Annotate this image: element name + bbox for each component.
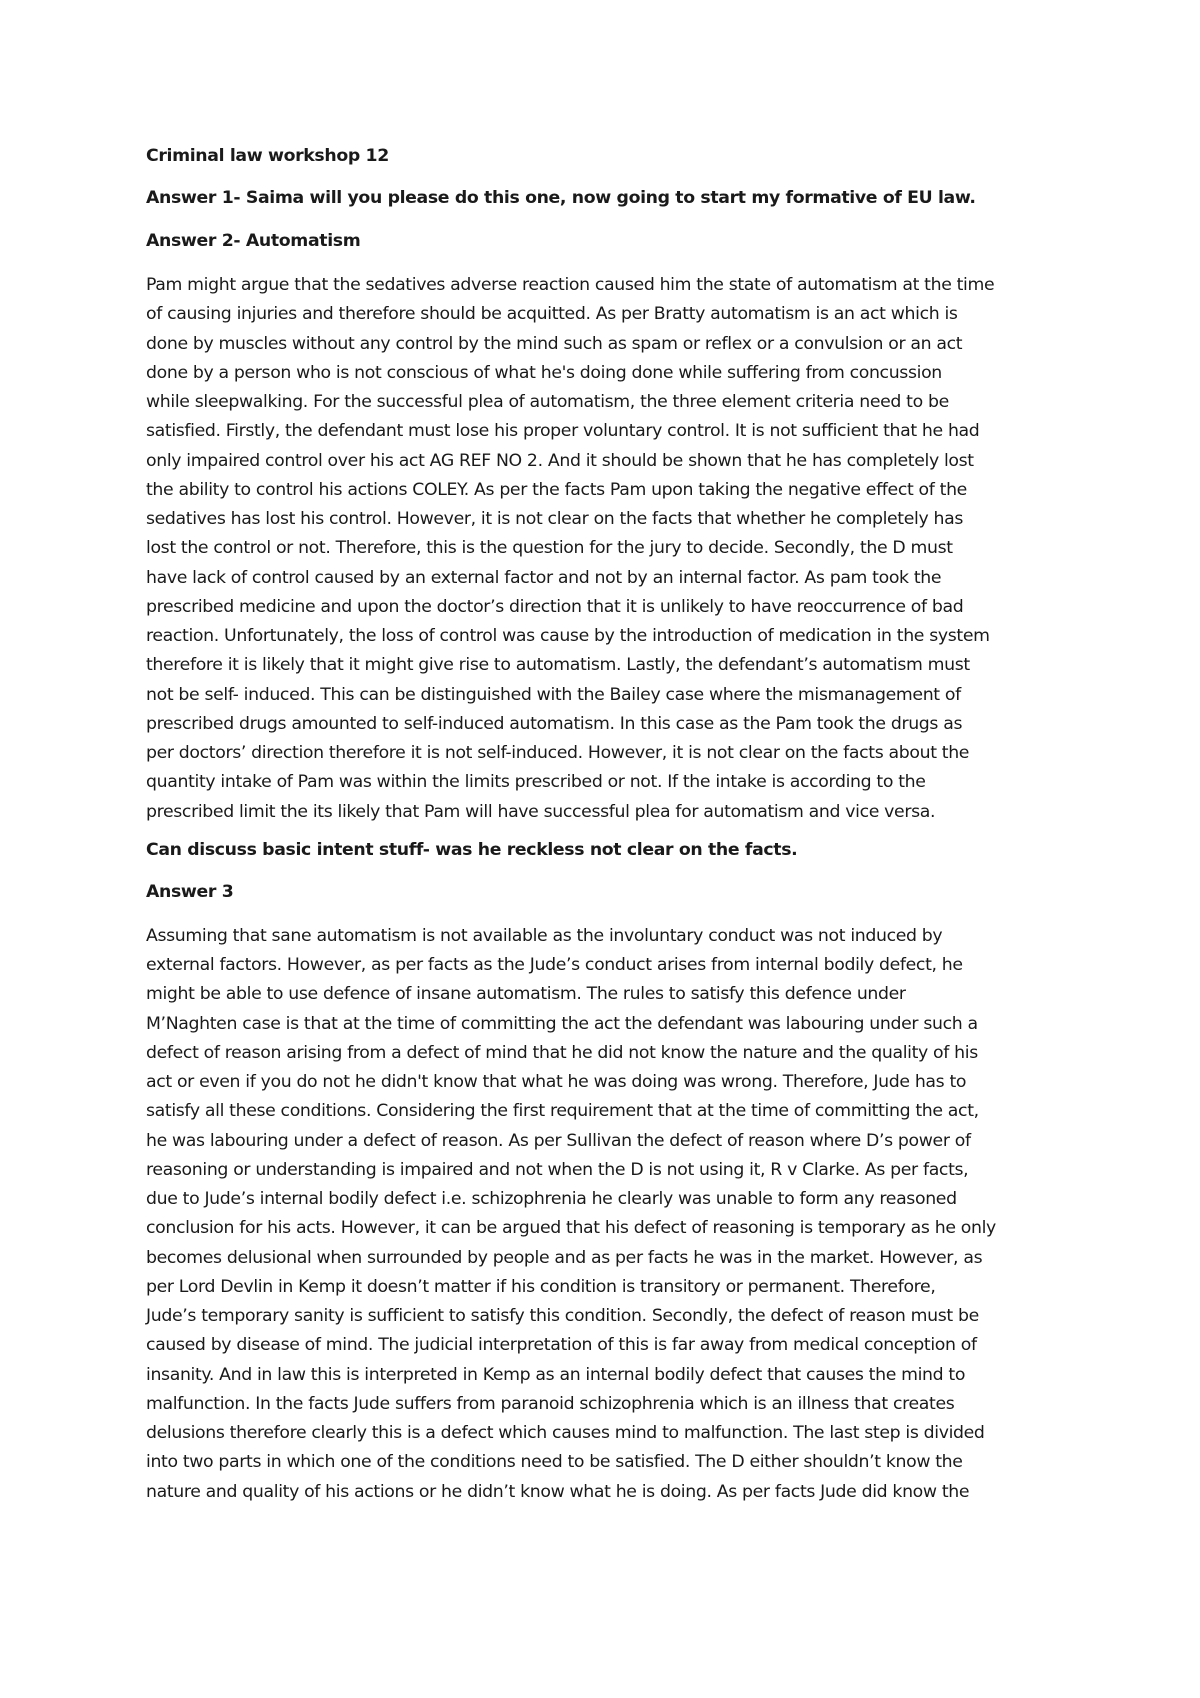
answer-3-heading: Answer 3 (146, 881, 234, 902)
answer-2-paragraph (146, 271, 1074, 827)
document-body (146, 142, 1074, 1507)
answer-3-line: malfunction. In the facts Jude suffers from paranoid schizophrenia which is an illness that creates (146, 1393, 955, 1414)
answer-3-line: defect of reason arising from a defect of mind that he did not know the nature and the quality of his (146, 1042, 978, 1063)
answer-3-line: becomes delusional when surrounded by people and as per facts he was in the market. However, as (146, 1247, 983, 1268)
answer-3-line: nature and quality of his actions or he didn’t know what he is doing. As per facts Jude did know the (146, 1481, 970, 1502)
answer-3-line: per Lord Devlin in Kemp it doesn’t matter if his condition is transitory or permanent. Therefore, (146, 1276, 936, 1297)
document-title: Criminal law workshop 12 (146, 146, 389, 166)
answer-3-line: delusions therefore clearly this is a defect which causes mind to malfunction. The last step is divided (146, 1423, 985, 1443)
answer-2-line: quantity intake of Pam was within the limits prescribed or not. If the intake is according to the (146, 772, 926, 793)
answer-2-line: the ability to control his actions COLEY. As per the facts Pam upon taking the negative effect of the (146, 479, 967, 500)
answer-2-line: of causing injuries and therefore should be acquitted. As per Bratty automatism is an act which is (146, 304, 958, 325)
answer-3-line: into two parts in which one of the conditions need to be satisfied. The D either shouldn’t know the (146, 1452, 963, 1473)
answer-2-line: only impaired control over his act AG REF NO 2. And it should be shown that he has completely lost (146, 450, 974, 471)
answer-2-line: have lack of control caused by an external factor and not by an internal factor. As pam took the (146, 567, 942, 588)
answer-3-paragraph (146, 922, 1074, 1507)
answer-1-text: Answer 1- Saima will you please do this one, now going to start my formative of EU law. (146, 188, 976, 208)
answer-2-line: while sleepwalking. For the successful plea of automatism, the three element criteria need to be (146, 392, 949, 412)
answer-3-line: act or even if you do not he didn't know that what he was doing was wrong. Therefore, Jude has to (146, 1072, 967, 1092)
answer-3-line: might be able to use defence of insane automatism. The rules to satisfy this defence under (146, 984, 906, 1005)
answer-2-line: sedatives has lost his control. However, it is not clear on the facts that whether he completely has (146, 509, 963, 529)
answer-2-line: not be self- induced. This can be distinguished with the Bailey case where the mismanagement of (146, 684, 961, 705)
discussion-note: Can discuss basic intent stuff- was he reckless not clear on the facts. (146, 839, 798, 860)
answer-2-heading: Answer 2- Automatism (146, 231, 361, 251)
answer-2-line: prescribed medicine and upon the doctor’s direction that it is unlikely to have reoccurrence of bad (146, 596, 964, 617)
answer-3-line: due to Jude’s internal bodily defect i.e. schizophrenia he clearly was unable to form any reasoned (146, 1189, 957, 1209)
answer-2-line: done by a person who is not conscious of what he's doing done while suffering from concussion (146, 362, 942, 383)
answer-2-line: satisfied. Firstly, the defendant must lose his proper voluntary control. It is not sufficient that he had (146, 421, 980, 442)
answer-3-line: satisfy all these conditions. Considering the first requirement that at the time of committing the act, (146, 1101, 979, 1122)
answer-3-line: M’Naghten case is that at the time of committing the act the defendant was labouring under such a (146, 1013, 978, 1034)
answer-2-line: Pam might argue that the sedatives adverse reaction caused him the state of automatism at the time (146, 275, 995, 295)
answer-3-line: Assuming that sane automatism is not available as the involuntary conduct was not induced by (146, 925, 943, 946)
answer-2-line: prescribed limit the its likely that Pam will have successful plea for automatism and vice versa. (146, 801, 936, 822)
answer-2-line: therefore it is likely that it might give rise to automatism. Lastly, the defendant’s automatism must (146, 655, 970, 676)
answer-3-line: insanity. And in law this is interpreted in Kemp as an internal bodily defect that causes the mind to (146, 1364, 966, 1385)
answer-3-line: he was labouring under a defect of reason. As per Sullivan the defect of reason where D’s power of (146, 1130, 971, 1151)
answer-2-line: reaction. Unfortunately, the loss of control was cause by the introduction of medication in the system (146, 626, 990, 646)
answer-2-line: per doctors’ direction therefore it is not self-induced. However, it is not clear on the facts about the (146, 743, 970, 763)
answer-3-line: reasoning or understanding is impaired and not when the D is not using it, R v Clarke. As per facts, (146, 1159, 969, 1180)
answer-3-line: external factors. However, as per facts as the Jude’s conduct arises from internal bodily defect, he (146, 955, 963, 975)
answer-3-line: Jude’s temporary sanity is sufficient to satisfy this condition. Secondly, the defect of reason must be (146, 1306, 979, 1326)
answer-3-line: conclusion for his acts. However, it can be argued that his defect of reasoning is temporary as he only (146, 1218, 996, 1239)
answer-2-line: lost the control or not. Therefore, this is the question for the jury to decide. Secondly, the D must (146, 538, 953, 559)
answer-2-line: prescribed drugs amounted to self-induced automatism. In this case as the Pam took the drugs as (146, 713, 963, 734)
answer-3-line: caused by disease of mind. The judicial interpretation of this is far away from medical conception of (146, 1335, 977, 1356)
answer-2-line: done by muscles without any control by the mind such as spam or reflex or a convulsion or an act (146, 333, 963, 354)
